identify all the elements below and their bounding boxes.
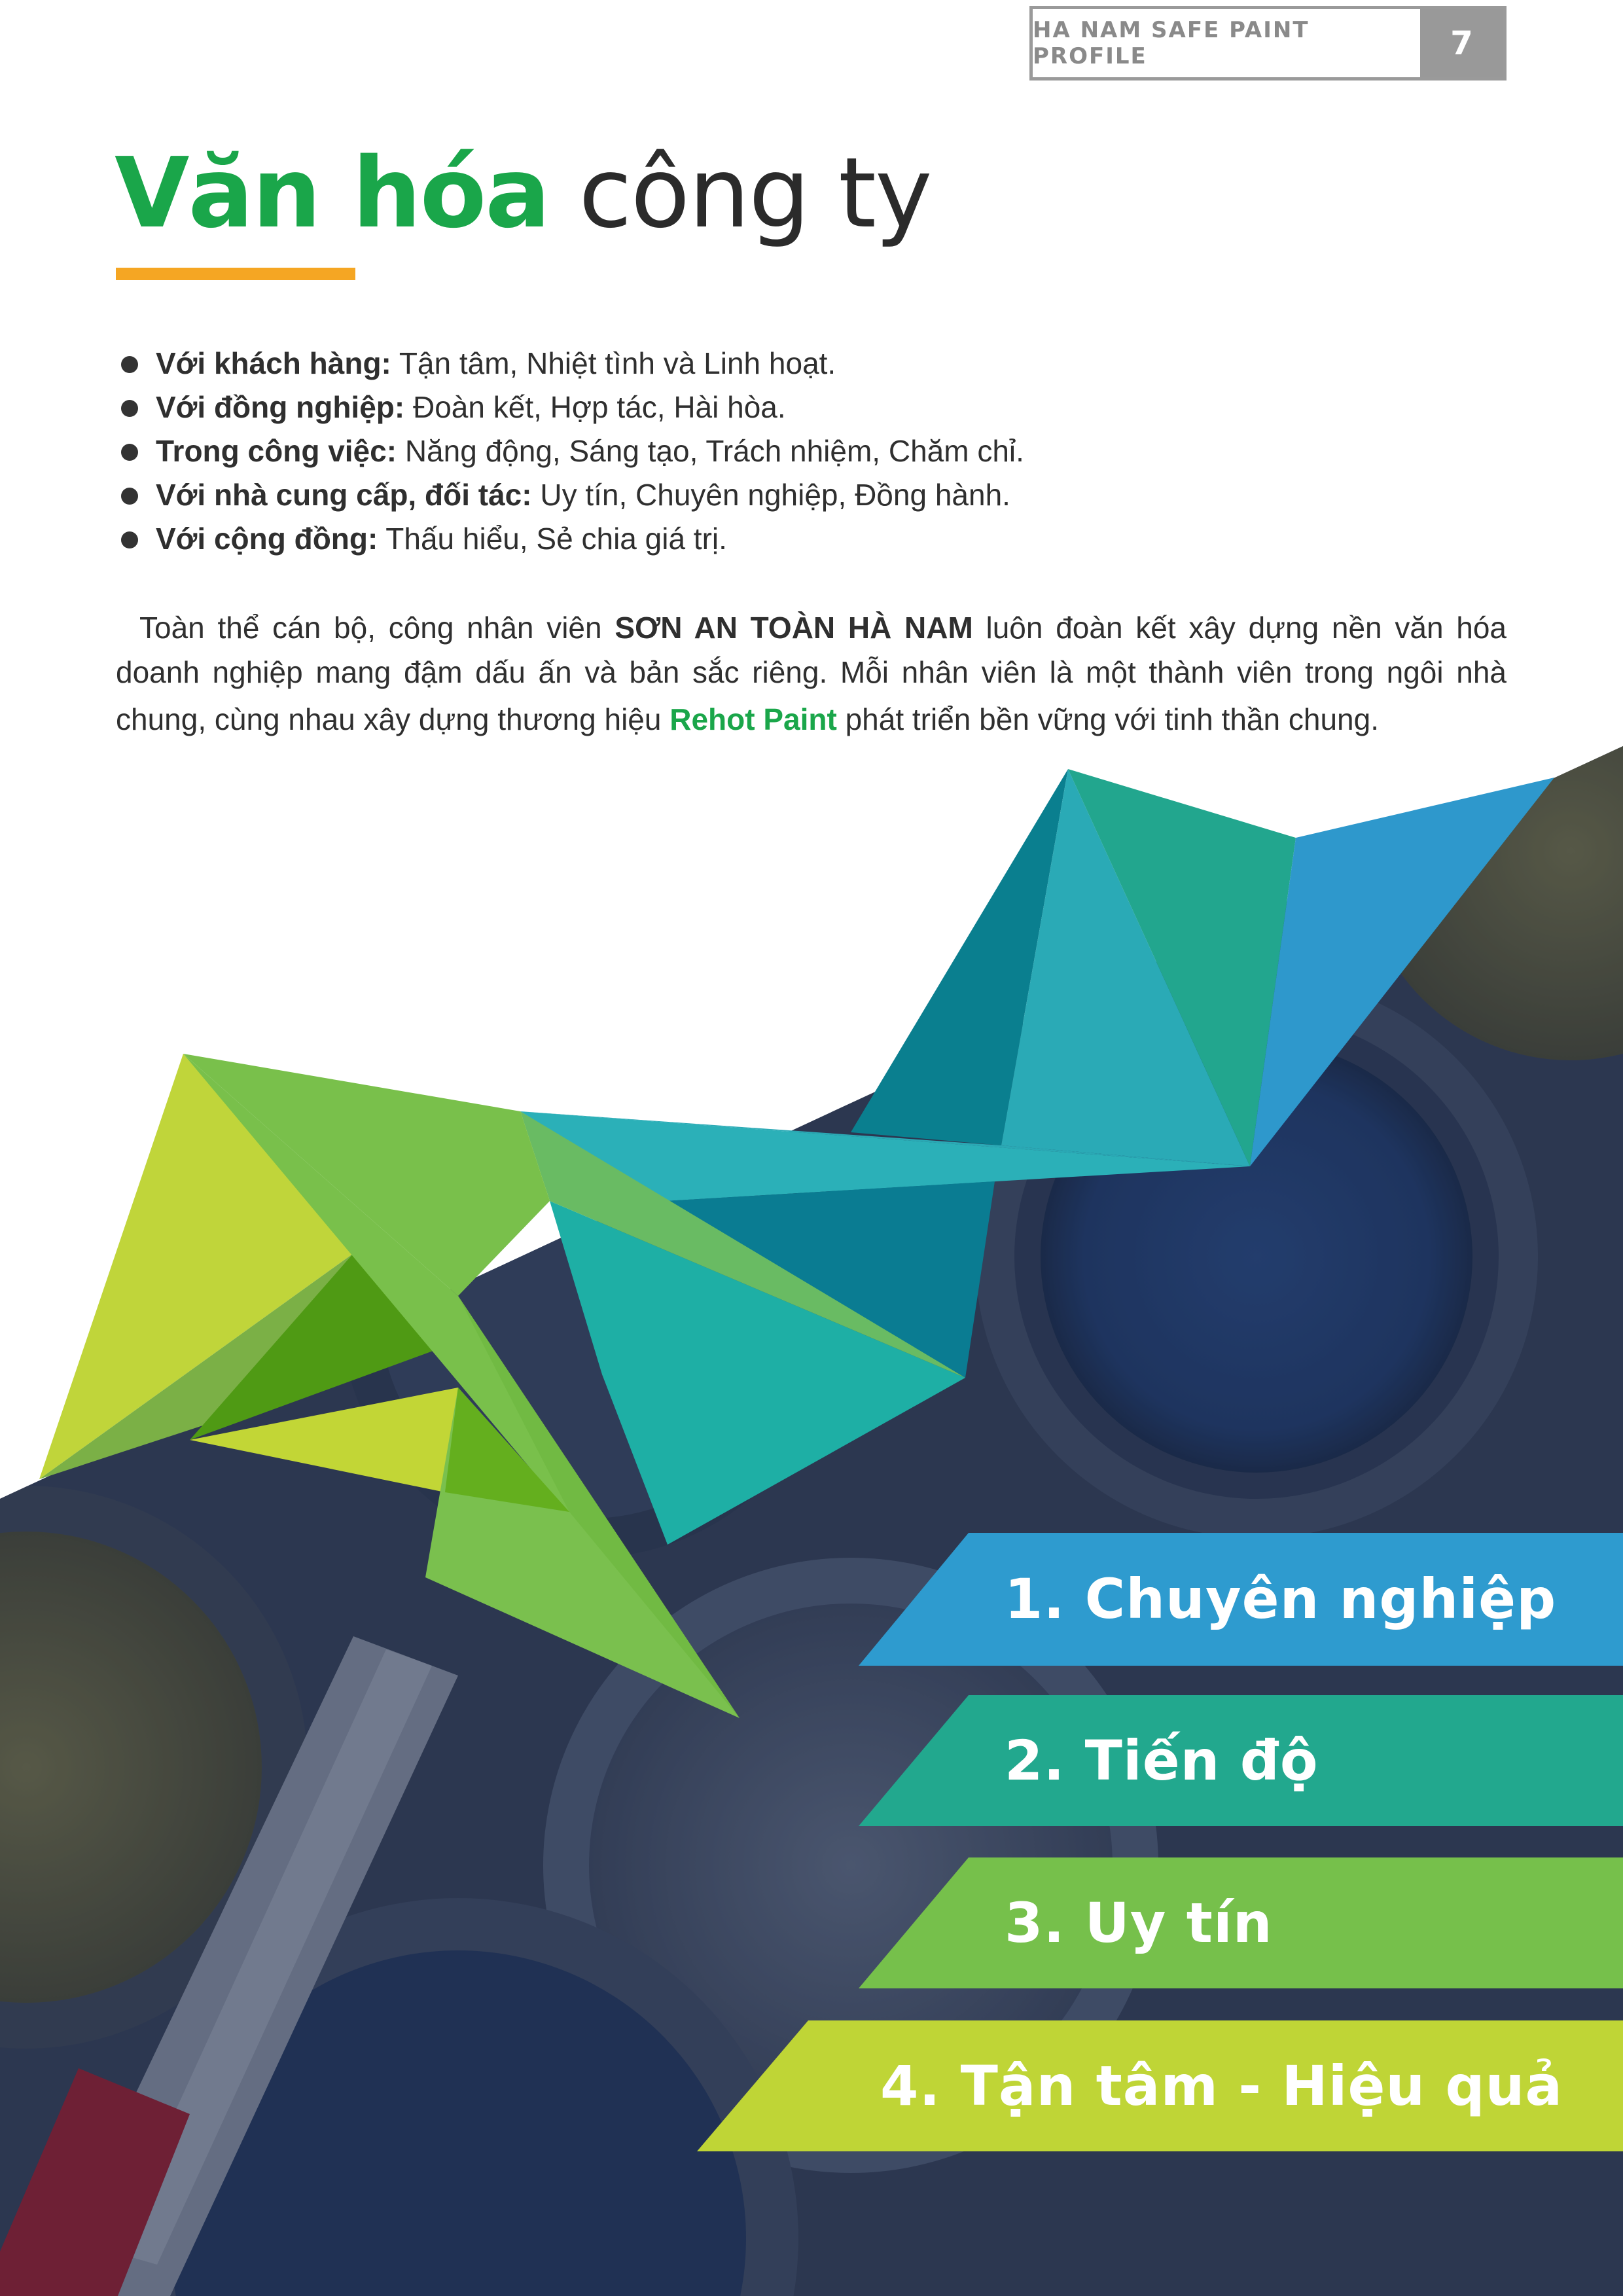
paragraph-text: Toàn thể cán bộ, công nhân viên xyxy=(139,611,615,645)
paragraph-text: luôn đoàn kết xây dựng nền văn hóa xyxy=(972,611,1507,645)
page-number: 7 xyxy=(1420,9,1503,77)
list-item-text: Năng động, Sáng tạo, Trách nhiệm, Chăm chỉ. xyxy=(397,434,1024,468)
list-item-term: Trong công việc: xyxy=(156,434,397,468)
list-item-text: Đoàn kết, Hợp tác, Hài hòa. xyxy=(404,390,786,424)
value-2 xyxy=(1005,1695,1319,1826)
paragraph-text: phát triển bền vững với tinh thần chung. xyxy=(836,702,1379,736)
value-1 xyxy=(1005,1534,1556,1664)
list-item-text: Uy tín, Chuyên nghiệp, Đồng hành. xyxy=(531,478,1010,512)
title-part2: công ty xyxy=(579,137,931,249)
value-label: 4. Tận tâm - Hiệu quả xyxy=(880,2054,1563,2118)
value-4 xyxy=(880,2020,1563,2151)
list-item-text: Thấu hiểu, Sẻ chia giá trị. xyxy=(378,522,727,556)
list-item-term: Với đồng nghiệp: xyxy=(156,390,405,424)
paragraph-line: doanh nghiệp mang đậm dấu ấn và bản sắc riêng. Mỗi nhân viên là một thành viên trong ngôi nhà xyxy=(116,655,1507,689)
value-label: 1. Chuyên nghiệp xyxy=(1005,1567,1557,1631)
company-name: SƠN AN TOÀN HÀ NAM xyxy=(615,611,973,645)
title-part1: Văn hóa xyxy=(115,137,550,249)
value-3 xyxy=(1005,1857,1273,1988)
value-label: 3. Uy tín xyxy=(1005,1891,1273,1955)
list-item-term: Với nhà cung cấp, đối tác: xyxy=(156,478,532,512)
header-label: HA NAM SAFE PAINT PROFILE xyxy=(1033,17,1310,69)
list-item-term: Với khách hàng: xyxy=(156,346,391,380)
paragraph-text: chung, cùng nhau xây dựng thương hiệu xyxy=(116,702,670,736)
brand-name: Rehot Paint xyxy=(669,702,837,736)
list-item-term: Với cộng đồng: xyxy=(156,522,378,556)
list-item-text: Tận tâm, Nhiệt tình và Linh hoạt. xyxy=(391,346,836,380)
value-label: 2. Tiến độ xyxy=(1005,1729,1319,1793)
